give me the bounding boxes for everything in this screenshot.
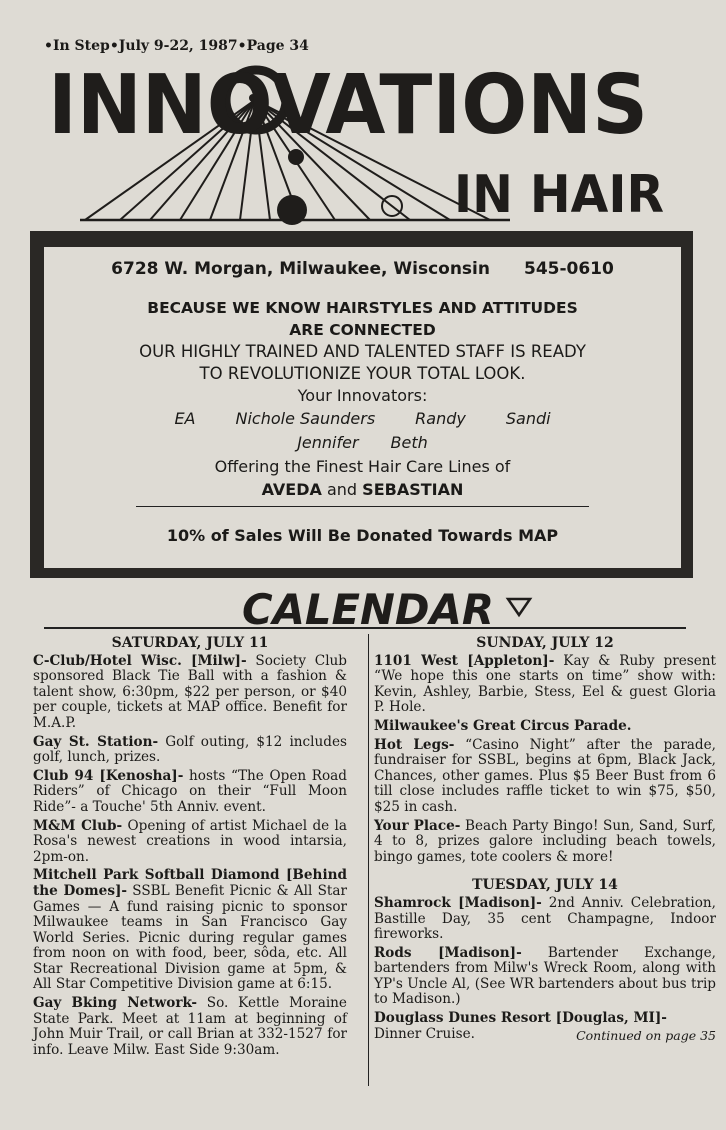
- calendar-entry: [374, 719, 716, 735]
- innovations-logo: [40, 60, 680, 230]
- entry-venue: M&M Club-: [33, 817, 123, 834]
- entry-text: Golf outing, $12 includes golf, lunch, prizes.: [33, 733, 347, 766]
- ad-staff-statement: [44, 341, 681, 385]
- innovator-name: Nichole Saunders: [235, 409, 376, 428]
- ad-address-line: [44, 259, 681, 279]
- entry-venue: Mitchell Park Softball Diamond [Behind the Domes]-: [33, 867, 347, 899]
- logo-line1: INNOVATIONS: [48, 60, 648, 153]
- entry-venue: Club 94 [Kenosha]-: [33, 767, 184, 784]
- logo-line2: IN HAIR: [454, 165, 664, 225]
- calendar-entry: [33, 769, 347, 816]
- ad-tagline-2: ARE CONNECTED: [289, 321, 436, 339]
- ad-tagline-1: BECAUSE WE KNOW HAIRSTYLES AND ATTITUDES: [147, 299, 578, 317]
- calendar-entry: [33, 735, 347, 766]
- innovator-name: Beth: [390, 433, 428, 452]
- ad-address: 6728 W. Morgan, Milwaukee, Wisconsin: [111, 259, 490, 279]
- entry-text: Bartender Exchange, bartenders from Milw's Wreck Room, along with YP's Uncle Al, (See WR bartenders about bus trip to Madison.): [374, 944, 716, 1008]
- day-heading-saturday: SATURDAY, JULY 11: [111, 635, 269, 651]
- masthead: •In Step•July 9-22, 1987•Page 34: [44, 38, 309, 54]
- ad-offer: Offering the Finest Hair Care Lines of: [214, 457, 511, 476]
- ad-content: [44, 247, 681, 568]
- entry-venue: Gay Bking Network-: [33, 995, 197, 1012]
- ad-staff-2: TO REVOLUTIONIZE YOUR TOTAL LOOK.: [199, 364, 526, 383]
- entry-venue: C-Club/Hotel Wisc. [Milw]-: [33, 652, 247, 669]
- entry-text: Kay & Ruby present “We hope this one starts on time” show with: Kevin, Ashley, Barbie, Stess, Eel & guest Gloria P. Hole.: [374, 652, 716, 716]
- ad-tagline: [44, 297, 681, 341]
- entry-text: So. Kettle Moraine State Park. Meet at 11am at beginning of John Muir Trail, or call Brian at 332-1527 for info. Leave Milw. East Side 9:30am.: [33, 995, 347, 1058]
- ad-phone: 545-0610: [523, 259, 614, 279]
- entry-venue: 1101 West [Appleton]-: [374, 652, 555, 669]
- entry-venue: Milwaukee's Great Circus Parade.: [374, 717, 632, 734]
- ad-innovators-title: Your Innovators:: [297, 386, 428, 405]
- innovator-name: EA: [174, 409, 196, 428]
- calendar-entry: [374, 1011, 716, 1042]
- ad-divider: [136, 506, 589, 507]
- ad-box: [30, 231, 693, 578]
- day-heading-tuesday: TUESDAY, JULY 14: [472, 877, 618, 894]
- calendar-entry: [33, 996, 347, 1058]
- entry-venue: Douglass Dunes Resort [Douglas, MI]-: [374, 1010, 667, 1027]
- brand-aveda: AVEDA: [261, 480, 322, 499]
- calendar-entry: [374, 946, 716, 1008]
- calendar-entry: [374, 819, 716, 866]
- calendar-entry: [374, 654, 716, 716]
- entry-venue: Shamrock [Madison]-: [374, 894, 542, 911]
- entry-text: Dinner Cruise.: [374, 1025, 475, 1042]
- calendar-entry: [374, 896, 716, 943]
- entry-venue: Gay St. Station-: [33, 733, 159, 750]
- brand-sebastian: SEBASTIAN: [362, 480, 464, 499]
- calendar-rule: [44, 627, 686, 629]
- calendar-entry: [33, 654, 347, 732]
- entry-text: hosts “The Open Road Riders” of Chicago on their “Full Moon Ride”- a Touche' 5th Anniv. event.: [33, 767, 347, 815]
- entry-text: “Casino Night” after the parade, fundraiser for SSBL, begins at 6pm, Black Jack, Chances, other games. Plus $5 Beer Bust from 6 till close includes raffle ticket to win $75, $50, $25 in cash.: [374, 736, 716, 815]
- brand-and: and: [321, 480, 363, 499]
- calendar-title: CALENDAR: [242, 585, 494, 630]
- day-heading-sunday: SUNDAY, JULY 12: [476, 635, 614, 651]
- calendar-column-right: [374, 636, 716, 1045]
- entry-venue: Rods [Madison]-: [374, 944, 522, 961]
- entry-venue: Your Place-: [374, 817, 461, 834]
- calendar-column-left: [33, 636, 347, 1061]
- calendar-entry: [33, 819, 347, 866]
- ad-donation-note: 10% of Sales Will Be Donated Towards MAP: [166, 526, 559, 545]
- continued-note: Continued on page 35: [576, 1027, 716, 1043]
- calendar-heading: [240, 582, 540, 630]
- entry-text: Beach Party Bingo! Sun, Sand, Surf, 4 to 8, prizes galore including beach towels, bingo games, tote coolers & more!: [374, 817, 716, 865]
- ad-names-row-2: [44, 433, 681, 452]
- entry-text: Society Club sponsored Black Tie Ball with a fashion & talent show, 6:30pm, $22 per person, or $40 per couple, tickets at MAP office. Benefit for M.A.P.: [33, 652, 348, 731]
- innovator-name: Jennifer: [297, 433, 359, 452]
- entry-text: SSBL Benefit Picnic & All Star Games — A fund raising picnic to sponsor Milwaukee teams in San Francisco Gay World Series. Picnic during regular games from noon on with food, beer, sôda, etc. All Star Recreational Division game at 5pm, & All Star Competitive Division game at 6:15.: [33, 882, 347, 993]
- ad-brands: [44, 480, 681, 499]
- triangle-icon: [508, 599, 530, 615]
- ad-staff-1: OUR HIGHLY TRAINED AND TALENTED STAFF IS READY: [139, 342, 586, 361]
- innovator-name: Sandi: [505, 409, 551, 428]
- ad-names-row-1: [44, 409, 681, 428]
- innovator-name: Randy: [415, 409, 466, 428]
- entry-text: 2nd Anniv. Celebration, Bastille Day, 35 cent Champagne, Indoor fireworks.: [374, 894, 717, 943]
- column-divider: [368, 634, 369, 1086]
- calendar-entry: [374, 738, 716, 816]
- calendar-entry: [33, 868, 347, 993]
- entry-text: Opening of artist Michael de la Rosa's newest creations in wood intarsia, 2pm-on.: [33, 817, 347, 865]
- entry-venue: Hot Legs-: [374, 736, 455, 753]
